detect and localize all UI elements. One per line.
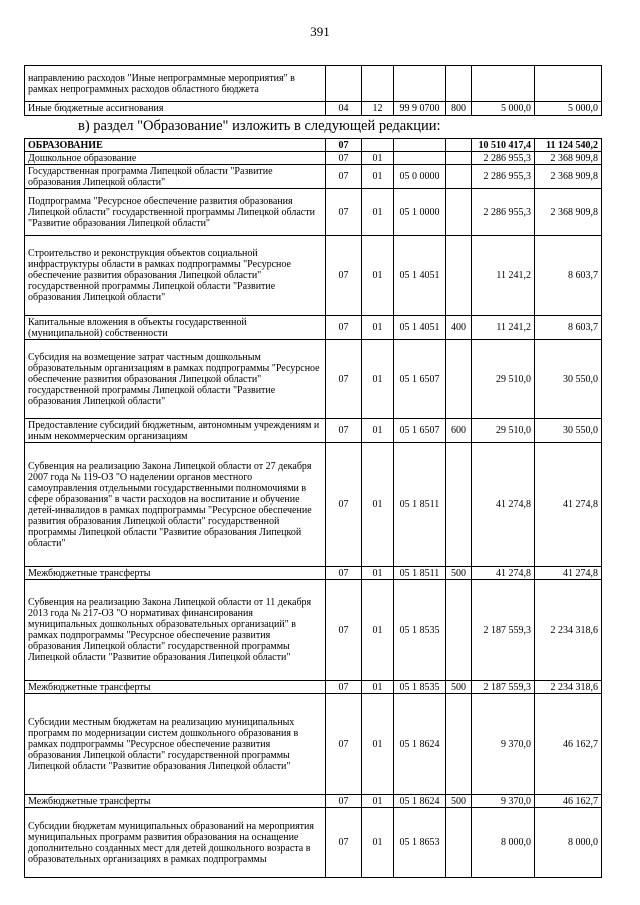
target-article-cell: 99 9 0700 bbox=[394, 102, 446, 116]
amount-year1-cell: 41 274,8 bbox=[472, 567, 535, 580]
expense-type-cell bbox=[446, 189, 472, 236]
education-budget-table bbox=[24, 138, 602, 878]
amount-year1-cell: 2 187 559,3 bbox=[472, 681, 535, 694]
table-row bbox=[25, 694, 602, 795]
expense-type-cell: 600 bbox=[446, 419, 472, 443]
subsection-code-cell: 01 bbox=[362, 694, 394, 795]
target-article-cell: 05 1 8624 bbox=[394, 694, 446, 795]
amount-year2-cell: 46 162,7 bbox=[535, 795, 602, 808]
row-name-cell: Иные бюджетные ассигнования bbox=[25, 102, 326, 116]
amount-year2-cell: 2 368 909,8 bbox=[535, 165, 602, 189]
subsection-code-cell: 01 bbox=[362, 443, 394, 567]
subsection-code-cell: 01 bbox=[362, 316, 394, 340]
table-row bbox=[25, 189, 602, 236]
amount-year2-cell: 8 000,0 bbox=[535, 808, 602, 878]
section-code-cell: 07 bbox=[326, 808, 362, 878]
table-row bbox=[25, 139, 602, 152]
amount-year1-cell: 2 286 955,3 bbox=[472, 189, 535, 236]
amount-year1-cell: 2 187 559,3 bbox=[472, 580, 535, 681]
row-name-cell: Субсидии бюджетам муниципальных образований на мероприятия муниципальных программ развития образования на оснащение дополнительно созданных мест для детей дошкольного возраста в образовательных организациях в рамках подпрограммы bbox=[25, 808, 326, 878]
section-code-cell: 07 bbox=[326, 340, 362, 419]
target-article-cell bbox=[394, 152, 446, 165]
subsection-code-cell: 01 bbox=[362, 189, 394, 236]
section-code-cell: 07 bbox=[326, 316, 362, 340]
expense-type-cell: 500 bbox=[446, 795, 472, 808]
row-name-cell: Межбюджетные трансферты bbox=[25, 567, 326, 580]
amount-year1-cell: 2 286 955,3 bbox=[472, 152, 535, 165]
section-code-cell: 04 bbox=[326, 102, 362, 116]
row-name-cell: Строительство и реконструкция объектов социальной инфраструктуры области в рамках подпрограммы "Ресурсное обеспечение развития образования Липецкой области" государственной программы Липецкой области "Развитие образования Липецкой области" bbox=[25, 236, 326, 316]
target-article-cell: 05 1 8511 bbox=[394, 443, 446, 567]
amount-year1-cell: 8 000,0 bbox=[472, 808, 535, 878]
target-article-cell: 05 1 8624 bbox=[394, 795, 446, 808]
amount-year1-cell: 11 241,2 bbox=[472, 236, 535, 316]
expense-type-cell bbox=[446, 694, 472, 795]
subsection-code-cell: 01 bbox=[362, 580, 394, 681]
target-article-cell: 05 1 8535 bbox=[394, 580, 446, 681]
amount-year1-cell: 29 510,0 bbox=[472, 340, 535, 419]
target-article-cell: 05 1 8653 bbox=[394, 808, 446, 878]
subsection-code-cell bbox=[362, 66, 394, 102]
section-code-cell: 07 bbox=[326, 795, 362, 808]
subsection-code-cell: 12 bbox=[362, 102, 394, 116]
table-row bbox=[25, 66, 602, 102]
section-code-cell: 07 bbox=[326, 189, 362, 236]
subsection-code-cell: 01 bbox=[362, 681, 394, 694]
target-article-cell bbox=[394, 66, 446, 102]
subsection-code-cell: 01 bbox=[362, 419, 394, 443]
row-name-cell: Капитальные вложения в объекты государственной (муниципальной) собственности bbox=[25, 316, 326, 340]
expense-type-cell bbox=[446, 443, 472, 567]
row-name-cell: Субсидия на возмещение затрат частным дошкольным образовательным организациям в рамках подпрограммы "Ресурсное обеспечение развития образования Липецкой области" государственной программы Липецкой области "Развитие образования Липецкой области" bbox=[25, 340, 326, 419]
table-row bbox=[25, 580, 602, 681]
amount-year2-cell: 2 234 318,6 bbox=[535, 681, 602, 694]
row-name-cell: Субсидии местным бюджетам на реализацию муниципальных программ по модернизации систем дошкольного образования в рамках подпрограммы "Ресурсное обеспечение развития образования Липецкой области" государственной программы Липецкой области "Развитие образования Липецкой области" bbox=[25, 694, 326, 795]
section-code-cell: 07 bbox=[326, 165, 362, 189]
expense-type-cell bbox=[446, 152, 472, 165]
expense-type-cell bbox=[446, 66, 472, 102]
section-code-cell: 07 bbox=[326, 139, 362, 152]
table-row bbox=[25, 443, 602, 567]
section-code-cell: 07 bbox=[326, 694, 362, 795]
row-name-cell: Субвенция на реализацию Закона Липецкой области от 27 декабря 2007 года № 119-ОЗ "О наделении органов местного самоуправления отдельными государственными полномочиями в сфере образования" в части расходов на воспитание и обучение детей-инвалидов в рамках подпрограммы "Ресурсное обеспечение развития образования Липецкой области" государственной программы Липецкой области "Развитие образования Липецкой области" bbox=[25, 443, 326, 567]
expense-type-cell bbox=[446, 165, 472, 189]
table-row bbox=[25, 795, 602, 808]
row-name-cell: направлению расходов "Иные непрограммные мероприятия" в рамках непрограммных расходов областного бюджета bbox=[25, 66, 326, 102]
section-code-cell: 07 bbox=[326, 152, 362, 165]
expense-type-cell bbox=[446, 808, 472, 878]
expense-type-cell: 400 bbox=[446, 316, 472, 340]
section-code-cell bbox=[326, 66, 362, 102]
table-row bbox=[25, 236, 602, 316]
table-row bbox=[25, 102, 602, 116]
target-article-cell: 05 1 6507 bbox=[394, 419, 446, 443]
row-name-cell: ОБРАЗОВАНИЕ bbox=[25, 139, 326, 152]
amount-year1-cell: 29 510,0 bbox=[472, 419, 535, 443]
amount-year1-cell: 2 286 955,3 bbox=[472, 165, 535, 189]
amount-year2-cell: 41 274,8 bbox=[535, 567, 602, 580]
education-budget-rows bbox=[25, 139, 602, 878]
row-name-cell: Межбюджетные трансферты bbox=[25, 795, 326, 808]
expense-type-cell bbox=[446, 139, 472, 152]
expense-type-cell bbox=[446, 236, 472, 316]
table-row bbox=[25, 340, 602, 419]
target-article-cell: 05 0 0000 bbox=[394, 165, 446, 189]
section-code-cell: 07 bbox=[326, 567, 362, 580]
subsection-code-cell: 01 bbox=[362, 808, 394, 878]
amount-year2-cell bbox=[535, 66, 602, 102]
subsection-code-cell bbox=[362, 139, 394, 152]
target-article-cell: 05 1 4051 bbox=[394, 236, 446, 316]
target-article-cell: 05 1 8511 bbox=[394, 567, 446, 580]
row-name-cell: Предоставление субсидий бюджетным, автономным учреждениям и иным некоммерческим организациям bbox=[25, 419, 326, 443]
section-heading: в) раздел "Образование" изложить в следующей редакции: bbox=[78, 118, 441, 134]
table-row bbox=[25, 808, 602, 878]
amount-year1-cell: 9 370,0 bbox=[472, 694, 535, 795]
amount-year2-cell: 5 000,0 bbox=[535, 102, 602, 116]
table-row bbox=[25, 152, 602, 165]
row-name-cell: Межбюджетные трансферты bbox=[25, 681, 326, 694]
target-article-cell bbox=[394, 139, 446, 152]
amount-year2-cell: 8 603,7 bbox=[535, 316, 602, 340]
amount-year2-cell: 30 550,0 bbox=[535, 340, 602, 419]
section-code-cell: 07 bbox=[326, 580, 362, 681]
page-number: 391 bbox=[310, 24, 330, 39]
table-row bbox=[25, 165, 602, 189]
previous-section-rows bbox=[25, 66, 602, 116]
amount-year1-cell: 10 510 417,4 bbox=[472, 139, 535, 152]
table-row bbox=[25, 567, 602, 580]
expense-type-cell: 500 bbox=[446, 567, 472, 580]
table-row bbox=[25, 681, 602, 694]
amount-year2-cell: 2 368 909,8 bbox=[535, 189, 602, 236]
amount-year2-cell: 46 162,7 bbox=[535, 694, 602, 795]
expense-type-cell: 800 bbox=[446, 102, 472, 116]
row-name-cell: Дошкольное образование bbox=[25, 152, 326, 165]
target-article-cell: 05 1 8535 bbox=[394, 681, 446, 694]
amount-year2-cell: 8 603,7 bbox=[535, 236, 602, 316]
amount-year1-cell: 5 000,0 bbox=[472, 102, 535, 116]
amount-year1-cell: 9 370,0 bbox=[472, 795, 535, 808]
section-code-cell: 07 bbox=[326, 681, 362, 694]
target-article-cell: 05 1 6507 bbox=[394, 340, 446, 419]
amount-year2-cell: 2 368 909,8 bbox=[535, 152, 602, 165]
row-name-cell: Государственная программа Липецкой области "Развитие образования Липецкой области" bbox=[25, 165, 326, 189]
subsection-code-cell: 01 bbox=[362, 165, 394, 189]
amount-year1-cell: 11 241,2 bbox=[472, 316, 535, 340]
amount-year2-cell: 30 550,0 bbox=[535, 419, 602, 443]
subsection-code-cell: 01 bbox=[362, 340, 394, 419]
row-name-cell: Подпрограмма "Ресурсное обеспечение развития образования Липецкой области" государственной программы Липецкой области "Развитие образования Липецкой области" bbox=[25, 189, 326, 236]
amount-year1-cell: 41 274,8 bbox=[472, 443, 535, 567]
target-article-cell: 05 1 4051 bbox=[394, 316, 446, 340]
expense-type-cell: 500 bbox=[446, 681, 472, 694]
subsection-code-cell: 01 bbox=[362, 567, 394, 580]
table-row bbox=[25, 419, 602, 443]
section-code-cell: 07 bbox=[326, 443, 362, 567]
table-row bbox=[25, 316, 602, 340]
subsection-code-cell: 01 bbox=[362, 236, 394, 316]
expense-type-cell bbox=[446, 580, 472, 681]
amount-year2-cell: 11 124 540,2 bbox=[535, 139, 602, 152]
target-article-cell: 05 1 0000 bbox=[394, 189, 446, 236]
expense-type-cell bbox=[446, 340, 472, 419]
section-code-cell: 07 bbox=[326, 236, 362, 316]
subsection-code-cell: 01 bbox=[362, 795, 394, 808]
amount-year2-cell: 2 234 318,6 bbox=[535, 580, 602, 681]
subsection-code-cell: 01 bbox=[362, 152, 394, 165]
amount-year1-cell bbox=[472, 66, 535, 102]
section-code-cell: 07 bbox=[326, 419, 362, 443]
row-name-cell: Субвенция на реализацию Закона Липецкой области от 11 декабря 2013 года № 217-ОЗ "О нормативах финансирования муниципальных дошкольных образовательных организаций" в рамках подпрограммы "Ресурсное обеспечение развития образования Липецкой области" государственной программы Липецкой области "Развитие образования Липецкой области" bbox=[25, 580, 326, 681]
previous-section-table bbox=[24, 65, 602, 116]
amount-year2-cell: 41 274,8 bbox=[535, 443, 602, 567]
